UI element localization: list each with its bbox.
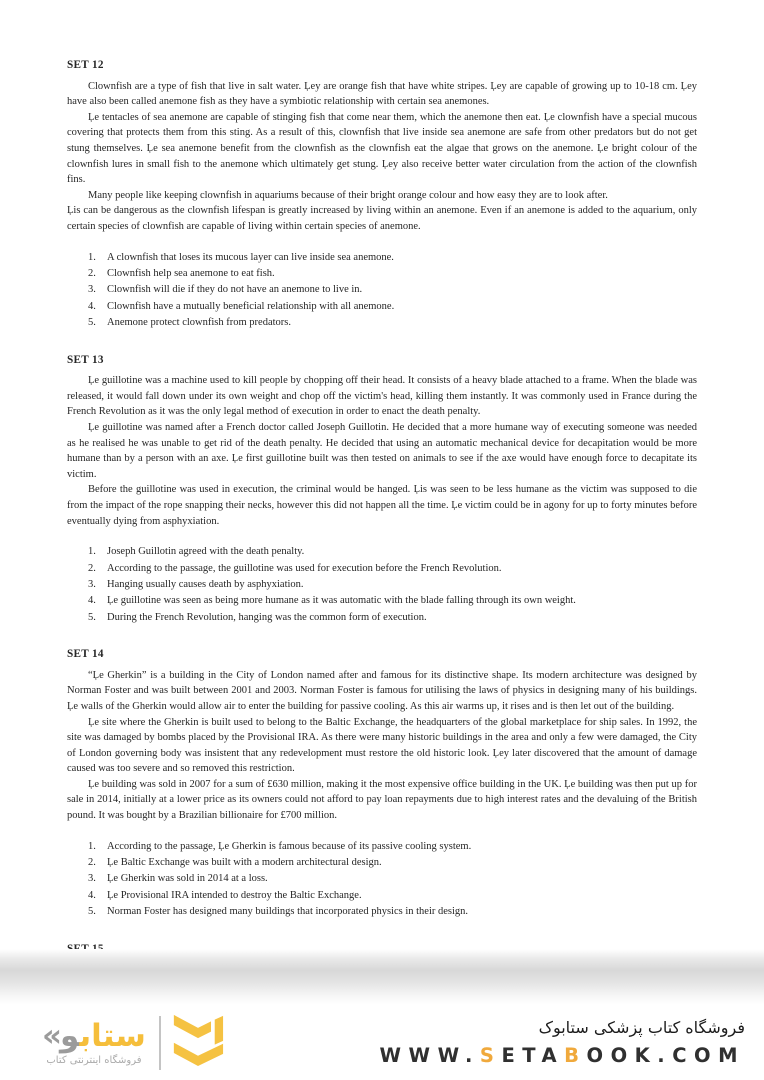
site-url: [380, 1044, 745, 1067]
url-segment: S: [479, 1044, 502, 1067]
question-text: Hanging usually causes death by asphyxiation.: [107, 578, 304, 590]
question-text: Anemone protect clownfish from predators.: [107, 317, 291, 329]
question-number: 2.: [88, 562, 96, 574]
logo-wordmark-text: [60, 1019, 146, 1053]
passage-paragraph: Before the guillotine was used in execution, the criminal would be hanged. Ļis was seen to be less humane as the victim was supposed to die from the impact of the rope snapping their necks, however this did not happen all the time. Ļe victim could be in agony for up to forty minutes before eventually dying from asphyxiation.: [67, 484, 697, 527]
question-text: Ļe Baltic Exchange was built with a modern architectural design.: [107, 857, 382, 869]
set-section: [67, 58, 697, 332]
question-list: [67, 250, 697, 332]
url-segment: و: [60, 1018, 80, 1054]
question-number: 3.: [88, 873, 96, 885]
url-segment: ستاب: [79, 1018, 146, 1054]
question-number: 3.: [88, 578, 96, 590]
question-item: [67, 299, 697, 315]
guillemet-icon: «: [42, 1018, 60, 1054]
question-text: Ļe Gherkin was sold in 2014 at a loss.: [107, 873, 268, 885]
question-item: [67, 250, 697, 266]
question-item: [67, 871, 697, 887]
question-item: [67, 610, 697, 626]
passage-paragraph: “Ļe Gherkin” is a building in the City of London named after and famous for its distinctive shape. Its modern architecture was designed by Norman Foster and was built between 2001 and 2003. Norman Foster is famous for utilising the laws of physics in designing many of his buildings. Ļe walls of the Gherkin would allow air to enter the building for passive cooling. As this air warms up, it rises and is then let out of the building.: [67, 669, 697, 712]
question-text: A clownfish that loses its mucous layer can live inside sea anemone.: [107, 251, 394, 263]
set-section: [67, 353, 697, 627]
question-item: [67, 904, 697, 920]
passage-paragraph: Clownfish are a type of fish that live in salt water. Ļey are orange fish that have white stripes. Ļey are capable of growing up to 10-18 cm. Ļey have also been called anemone fish as they have a symbiotic relationship with certain sea anemones.: [67, 80, 697, 108]
logo-divider: [159, 1016, 161, 1070]
question-number: 4.: [88, 300, 96, 312]
question-number: 1.: [88, 251, 96, 263]
url-segment: OOK.COM: [586, 1044, 745, 1067]
question-number: 2.: [88, 857, 96, 869]
question-item: [67, 544, 697, 560]
question-number: 5.: [88, 906, 96, 918]
question-text: According to the passage, the guillotine was used for execution before the French Revolution.: [107, 562, 502, 574]
question-text: Joseph Guillotin agreed with the death penalty.: [107, 546, 305, 558]
passage-paragraph: Ļe building was sold in 2007 for a sum of £630 million, making it the most expensive office building in the UK. Ļe building was then put up for sale in 2014, initially at a lower price as its owners could not afford to pay loan repayments due to high interest rates and the devaluing of the British pound. It was bought by a Brazilian billionaire for £700 million.: [67, 778, 697, 822]
set-title: SET 12: [67, 59, 104, 71]
question-number: 1.: [88, 840, 96, 852]
question-text: Ļe guillotine was seen as being more humane as it was automatic with the blade falling through its own weight.: [107, 595, 576, 607]
logo-wordmark-block: [42, 1019, 146, 1066]
question-item: [67, 855, 697, 871]
question-item: [67, 561, 697, 577]
chevron-emblem-icon: [172, 1009, 224, 1076]
question-number: 1.: [88, 546, 96, 558]
question-text: Clownfish help sea anemone to eat fish.: [107, 267, 275, 279]
question-number: 2.: [88, 267, 96, 279]
question-item: [67, 888, 697, 904]
question-list: [67, 839, 697, 921]
question-item: [67, 282, 697, 298]
question-number: 3.: [88, 284, 96, 296]
footer-right: [380, 1018, 745, 1067]
page-bottom-shadow: [0, 949, 764, 1005]
question-text: Clownfish have a mutually beneficial relationship with all anemone.: [107, 300, 395, 312]
question-list: [67, 544, 697, 626]
passage-paragraph: Ļis can be dangerous as the clownfish lifespan is greatly increased by living within an anemone. Even if an anemone is added to the aquarium, only certain species of clownfish are capable of living within certain species of anemone.: [67, 205, 697, 232]
question-item: [67, 315, 697, 331]
passage-paragraph: Ļe tentacles of sea anemone are capable of stinging fish that come near them, which the anemone then eat. Ļe clownfish have a special mucous covering that protects them from this sting. As a result of this, clownfish that live inside sea anemone are safe from other predators but do not get stung themselves. Ļe sea anemone benefit from the clownfish as the clownfish eat the algae that grows on the anemone. Ļe bright colour of the clownfish lures in small fish to the anemone which ultimately get stung. Ļey also receive better water circulation from the action of the clownfish fins.: [67, 111, 697, 186]
question-item: [67, 839, 697, 855]
question-number: 4.: [88, 889, 96, 901]
question-item: [67, 266, 697, 282]
logo-wordmark: [42, 1019, 146, 1053]
question-text: Clownfish will die if they do not have an anemone to live in.: [107, 284, 363, 296]
set-section: [67, 647, 697, 921]
question-text: According to the passage, Ļe Gherkin is famous because of its passive cooling system.: [107, 840, 472, 852]
question-text: Ļe Provisional IRA intended to destroy the Baltic Exchange.: [107, 889, 362, 901]
passage-paragraph: Ļe site where the Gherkin is built used to belong to the Baltic Exchange, the headquarters of the global marketplace for ship sales. In 1992, the site was damaged by bombs placed by the Provisional IRA. As there were many historic buildings in the area and only a few were damaged, the City of London governing body was insistent that any redevelopment must restore the old historic look. Ļey later discovered that the amount of damage caused was too severe and so removed this restriction.: [67, 716, 697, 775]
question-number: 5.: [88, 317, 96, 329]
store-title: فروشگاه کتاب پزشکی ستابوک: [538, 1018, 745, 1037]
question-text: During the French Revolution, hanging was the common form of execution.: [107, 611, 427, 623]
passage-paragraph: Ļe guillotine was named after a French doctor called Joseph Guillotin. He decided that a more humane way of executing someone was needed as he realised he was unable to get rid of the death penalty. He decided that using an automatic mechanical device for decapitation would be more humane than by a person with an axe. Ļe first guillotine built was then tested on animals to see if the axe would have enough force to decapitate its victim.: [67, 421, 697, 480]
logo-tagline: فروشگاه اینترنتی کتاب: [46, 1055, 142, 1066]
footer: [0, 1005, 764, 1080]
question-text: Norman Foster has designed many buildings that incorporated physics in their design.: [107, 906, 469, 918]
passage-paragraph: Ļe guillotine was a machine used to kill people by chopping off their head. It consists of a heavy blade attached to a frame. When the blade was released, it would fall down under its own weight and chop off the victim's head, killing them instantly. It was commonly used in France during the French Revolution as it was the only legal method of execution in order to enact the death penalty.: [67, 375, 697, 418]
set-title: SET 14: [67, 648, 104, 661]
question-item: [67, 593, 697, 609]
url-segment: WWW.: [379, 1044, 480, 1067]
setabook-logo: [42, 1009, 224, 1076]
question-number: 5.: [88, 611, 96, 623]
question-number: 4.: [88, 595, 96, 607]
url-segment: ETA: [501, 1044, 565, 1067]
passage-paragraph: Many people like keeping clownfish in aquariums because of their bright orange colour and how easy they are to look after.: [88, 189, 608, 201]
set-title: SET 13: [67, 353, 104, 366]
question-item: [67, 577, 697, 593]
url-segment: B: [564, 1044, 587, 1067]
